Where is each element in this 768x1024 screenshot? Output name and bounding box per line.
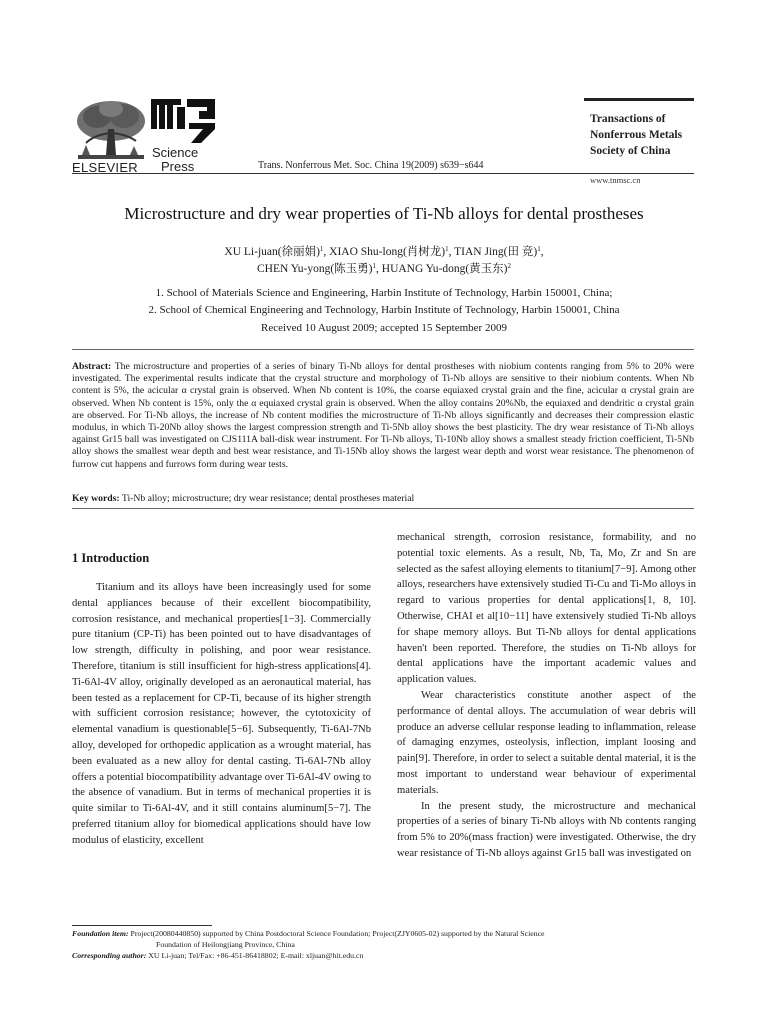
abstract-text: The microstructure and properties of a series of binary Ti-Nb alloys for dental prostheses with niobium contents ranging from 5% to 20% were investigated. The experimental results indicate that the crystal structure and morphology of Ti-Nb alloys are sensitive to their niobium contents. When Nb content is 5%, the acicular α crystal grain is observed. When Nb content is 10%, the coarse equiaxed crystal grain and the fine, acicular α crystal grain are observed. When Nb content is 15%, only the α equiaxed crystal grain is observed. When the alloy contains 20%Nb, the equiaxed and dendritic α crystal grain are observed. For Ti-Nb alloys, the increase of Nb content modifies the microstructure of Ti-Nb alloys significantly and decreases their compression elastic modulus, in which Ti-20Nb alloy shows the largest compression strength and Ti-5Nb alloy shows the best plasticity. The dry wear resistance of Ti-Nb alloys against Gr15 ball was investigated on CJS111A ball-disk wear instrument. For Ti-Nb alloys, Ti-10Nb alloy shows a smallest steady friction coefficient, Ti-5Nb alloy shows the smallest wear depth and best wear resistance, and Ti-15Nb alloy shows the largest wear depth and worst wear resistance. The phenomenon of furrow cut happens and furrows form during wear tests. — [72, 361, 694, 470]
journal-url: www.tnmsc.cn — [590, 175, 641, 185]
footnotes — [72, 928, 694, 961]
journal-name-line-3: Society of China — [590, 145, 671, 157]
keywords — [72, 493, 694, 505]
paragraph: mechanical strength, corrosion resistance, formability, and no potential toxic elements. As a result, Nb, Ta, Mo, Zr and Sn are selected as the safest alloying elements to titanium[7−9]. Among other alloys, researchers have extensively studied Ti-Cu and Ti-Mo alloys in regard to various properties for dental applications[1, 8, 10]. Otherwise, CHAI et al[10−11] have extensively studied Ti-Nb alloys for shape memory alloys. But Ti-Nb alloys for dental applications haven't been reported. Therefore, the studies on Ti-Nb alloys for dental applications have the important academic values and application values. — [397, 532, 696, 686]
keywords-label: Key words: — [72, 493, 120, 504]
right-column — [397, 530, 696, 862]
footnote-text: Project(20080440850) supported by China Postdoctoral Science Foundation; Project(ZJY0605-02) supported by the Natural Science — [128, 929, 545, 938]
footnote-label: Corresponding author: — [72, 951, 147, 960]
paper-title: Microstructure and dry wear properties of Ti-Nb alloys for dental prostheses — [124, 204, 644, 223]
co-publisher-line-1: Science — [152, 145, 199, 160]
paragraph: In the present study, the microstructure and mechanical properties of a series of binary Ti-Nb alloys with Nb contents ranging from 5% to 20%(mass fraction) were investigated. Otherwise, the dry wear resistance of Ti-Nb alloys against Gr15 ball was investigated on — [397, 800, 696, 859]
journal-name-line-2: Nonferrous Metals — [590, 129, 683, 141]
journal-name — [590, 111, 682, 159]
elsevier-tree-logo — [72, 99, 150, 163]
journal-citation: Trans. Nonferrous Met. Soc. China 19(2009) s639−s644 — [258, 160, 484, 171]
header-divider — [72, 173, 694, 174]
author-affil-mark: 2 — [507, 262, 512, 270]
author-line-2 — [0, 261, 768, 278]
abstract-label: Abstract: — [72, 361, 112, 372]
keywords-text: Ti-Nb alloy; microstructure; dry wear resistance; dental prostheses material — [119, 493, 415, 504]
author-name: XU Li-juan(徐丽娟) — [224, 246, 320, 258]
foundation-footnote-cont: Foundation of Heilongjiang Province, China — [156, 940, 295, 949]
author-affil-mark: 1 — [319, 245, 324, 253]
journal-top-bar — [584, 98, 694, 101]
affiliation: 2. School of Chemical Engineering and Technology, Harbin Institute of Technology, Harbin 150001, China — [148, 304, 620, 316]
co-publisher-name — [152, 146, 198, 174]
foundation-footnote — [72, 928, 694, 939]
footnote-divider — [72, 925, 212, 926]
abstract-top-divider — [72, 349, 694, 350]
author-name: , HUANG Yu-dong(黄玉东) — [376, 263, 508, 275]
received-dates: Received 10 August 2009; accepted 15 September 2009 — [261, 322, 507, 334]
paragraph: Wear characteristics constitute another aspect of the performance of dental alloys. The accumulation of wear debris will produce an adverse cellular response leading to inflammation, release of damaging enzymes, osteolysis, inflection, implant loosing and pain[9]. Therefore, in order to select a suitable dental material, it is the most important to understand wear behaviour of experimental materials. — [397, 689, 696, 796]
section-heading: 1 Introduction — [72, 551, 150, 565]
paragraph: Titanium and its alloys have been increasingly used for some dental appliances because of their excellent biocompatibility, corrosion resistance, and mechanical properties[1−3]. Commercially pure titanium (CP-Ti) has been pointed out to have disadvantages of low strength, difficulty in polishing, and poor wear resistance. Therefore, titanium is still insufficient for high-stress applications[4]. Ti-6Al-4V alloy, originally developed as an aeronautical material, has been tested as a replacement for CP-Ti, because of its higher strength with sufficient corrosion resistance; however, the cytotoxicity of elemental vanadium is questionable[5−6]. Subsequently, Ti-6Al-7Nb alloy, developed for orthopedic application as a wrought material, has been evaluated as a new alloy for dental casting. Ti-6Al-7Nb alloy offers a potential biocompatibility advantage over Ti-6Al-4V owing to the absence of vanadium. But in terms of mechanical properties it is quite similar to Ti-6Al-4V, and it still contains aluminum[5−7]. The preferred titanium alloy for biomedical applications should have low modulus of elasticity, excellent — [72, 582, 371, 846]
left-column — [72, 580, 371, 849]
author-line-1 — [0, 244, 768, 261]
publisher-name: ELSEVIER — [72, 160, 138, 175]
corresponding-author-footnote — [72, 950, 694, 961]
science-press-logo — [151, 99, 215, 143]
author-separator: , — [540, 246, 544, 258]
footnote-label: Foundation item: — [72, 929, 129, 938]
author-affil-mark: 1 — [537, 245, 541, 253]
journal-name-line-1: Transactions of — [590, 113, 666, 125]
author-affil-mark: 1 — [372, 262, 377, 270]
abstract — [72, 361, 694, 471]
author-affil-mark: 1 — [445, 245, 449, 253]
abstract-bottom-divider — [72, 508, 694, 509]
author-name: , TIAN Jing(田 竞) — [448, 246, 538, 258]
author-name: , XIAO Shu-long(肖树龙) — [323, 246, 446, 258]
affiliation-list — [0, 285, 768, 319]
author-list — [0, 244, 768, 278]
affiliation: 1. School of Materials Science and Engineering, Harbin Institute of Technology, Harbin 150001, China; — [155, 287, 613, 299]
footnote-text: XU Li-juan; Tel/Fax: +86-451-86418802; E-mail: xljuan@hit.edu.cn — [146, 951, 364, 960]
co-publisher-line-2: Press — [161, 159, 195, 174]
author-name: CHEN Yu-yong(陈玉勇) — [256, 263, 373, 275]
